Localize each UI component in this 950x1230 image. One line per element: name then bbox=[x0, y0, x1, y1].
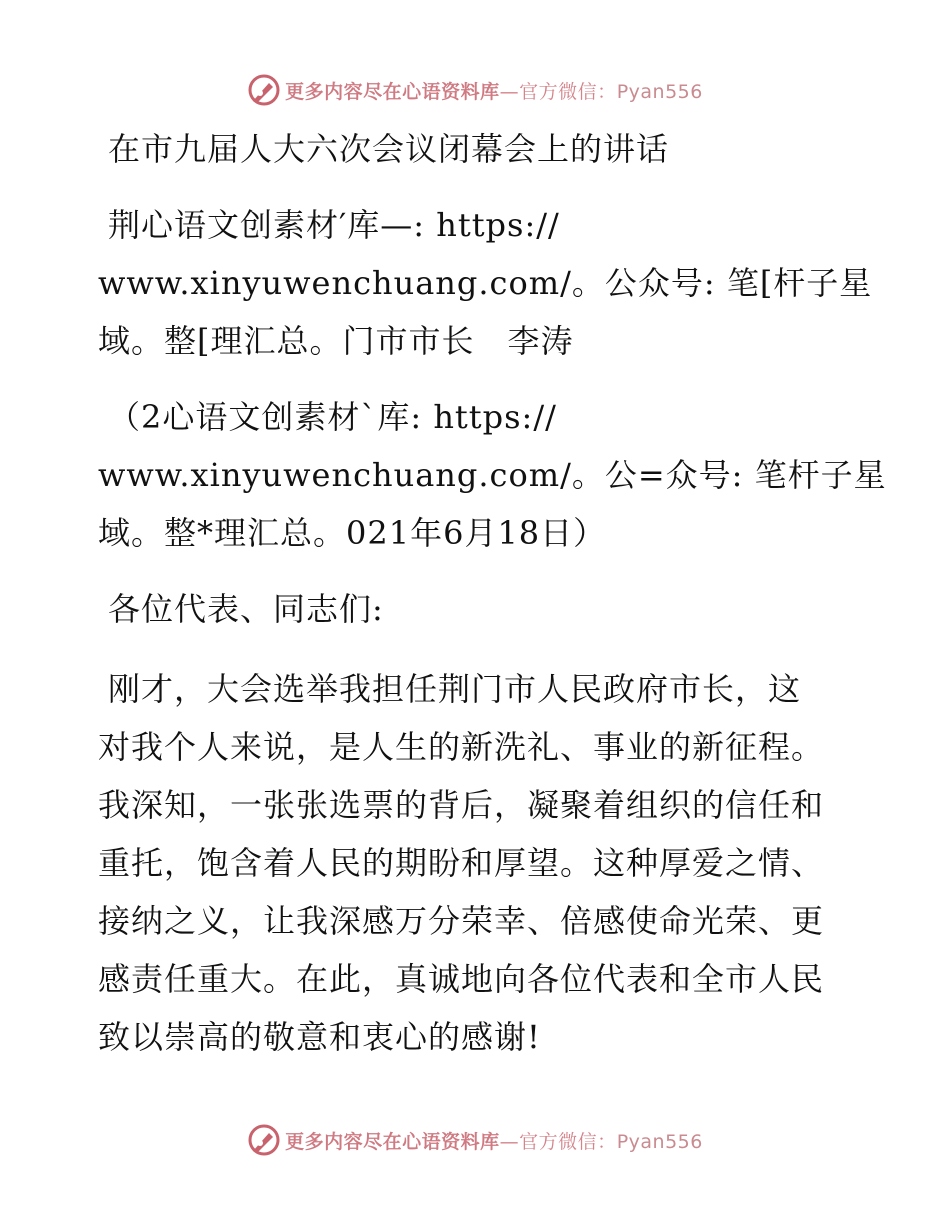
watermark-footer bbox=[0, 1120, 950, 1160]
paragraph-line: 感责任重大。在此，真诚地向各位代表和全市人民 bbox=[98, 960, 825, 998]
watermark-main: 更多内容尽在心语资料库 bbox=[285, 1130, 500, 1153]
document-title: 在市九届人大六次会议闭幕会上的讲话 bbox=[108, 130, 670, 168]
source-line: 域。整*理汇总。021年6月18日） bbox=[98, 514, 607, 552]
watermark-text bbox=[285, 1127, 703, 1154]
source-line: 荆心语文创素材′库—: https:// bbox=[108, 206, 560, 244]
source-line: 域。整[理汇总。门市市长 李涛 bbox=[98, 322, 574, 360]
source-line: （2心语文创素材`库: https:// bbox=[108, 398, 557, 436]
watermark-header bbox=[0, 70, 950, 110]
source-block-1 bbox=[98, 196, 873, 370]
watermark-main: 更多内容尽在心语资料库 bbox=[285, 80, 500, 103]
watermark-wechat-id: Pyan556 bbox=[616, 1130, 703, 1153]
source-line: www.xinyuwenchuang.com/。公众号: 笔[杆子星 bbox=[98, 264, 873, 302]
watermark-dash: — bbox=[499, 80, 520, 103]
watermark-wechat-label: 官方微信： bbox=[519, 1130, 617, 1153]
salutation: 各位代表、同志们: bbox=[108, 590, 384, 628]
watermark-wechat-label: 官方微信： bbox=[519, 80, 617, 103]
document-body bbox=[98, 120, 887, 1066]
body-paragraph bbox=[98, 660, 858, 1066]
paragraph-line: 接纳之义，让我深感万分荣幸、倍感使命光荣、更 bbox=[98, 902, 825, 940]
paragraph-line: 对我个人来说，是人生的新洗礼、事业的新征程。 bbox=[98, 728, 825, 766]
pen-logo-icon bbox=[247, 1123, 281, 1157]
pen-logo-icon bbox=[247, 73, 281, 107]
source-line: www.xinyuwenchuang.com/。公=众号: 笔杆子星 bbox=[98, 456, 887, 494]
watermark-text bbox=[285, 77, 703, 104]
source-block-2 bbox=[98, 388, 887, 562]
paragraph-line: 我深知，一张张选票的背后，凝聚着组织的信任和 bbox=[98, 786, 825, 824]
watermark-wechat-id: Pyan556 bbox=[616, 80, 703, 103]
paragraph-line: 致以崇高的敬意和衷心的感谢! bbox=[98, 1018, 541, 1056]
paragraph-line: 重托，饱含着人民的期盼和厚望。这种厚爱之情、 bbox=[98, 844, 825, 882]
paragraph-line: 刚才，大会选举我担任荆门市人民政府市长，这 bbox=[108, 670, 802, 708]
watermark-dash: — bbox=[499, 1130, 520, 1153]
